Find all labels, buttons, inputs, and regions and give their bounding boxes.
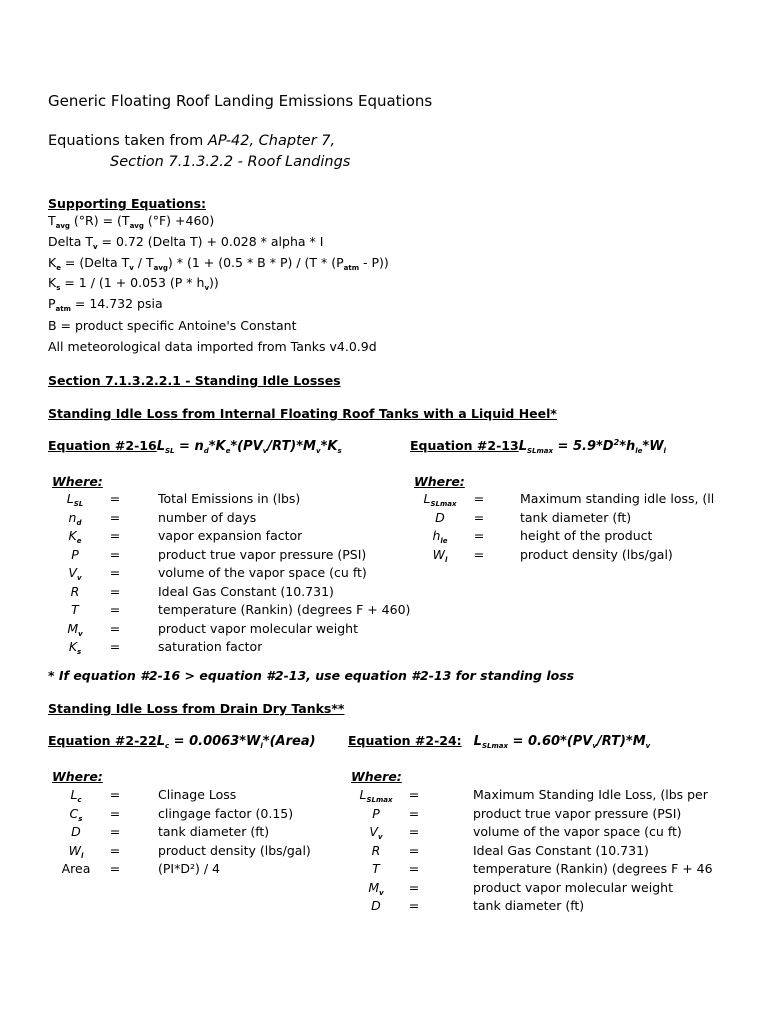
variable-symbol (50, 602, 100, 617)
equals-sign: = (109, 565, 121, 580)
variable-subscript: v (377, 833, 383, 841)
tavg-sub2: avg (129, 222, 144, 230)
variable-description: vapor expansion factor (158, 528, 303, 543)
ifr-heading: Standing Idle Loss from Internal Floating Roof Tanks with a Liquid Heel* (48, 406, 557, 421)
tavg-sub1: avg (55, 222, 70, 230)
variable-subscript: s (78, 814, 83, 823)
source-line (48, 133, 335, 149)
source-ref: AP-42, Chapter 7, (207, 133, 336, 149)
patm-b: = 14.732 psia (70, 296, 163, 311)
eq222-p1: = 0.0063*W (169, 734, 261, 749)
variable-symbol (50, 584, 100, 599)
eq224-p1: = 0.60*(PV (508, 734, 593, 749)
equals-sign: = (109, 509, 121, 525)
patm-a: P (48, 296, 56, 311)
variable-symbol (351, 843, 401, 858)
variable-letter: D (71, 824, 81, 839)
ke-s3: avg (153, 264, 168, 272)
variable-description: product density (lbs/gal) (158, 842, 311, 858)
variable-description: product true vapor pressure (PSI) (158, 546, 367, 562)
variable-description: product vapor molecular weight (158, 620, 358, 636)
variable-letter: P (372, 805, 380, 821)
eq216-lhs: L (156, 439, 165, 454)
variable-letter: R (70, 583, 80, 599)
patm-s1: atm (55, 305, 71, 313)
eq213-lhs-sub: SLmax (526, 447, 554, 455)
equals-sign: = (109, 620, 121, 636)
variable-letter: T (71, 602, 79, 617)
where-label-213: Where: (414, 474, 465, 489)
eq216-s2: e (225, 447, 231, 455)
equals-sign: = (109, 602, 121, 617)
equation-2-24 (348, 733, 650, 749)
equals-sign: = (109, 639, 121, 654)
eq213-formula (519, 439, 666, 454)
variable-letter: V (369, 824, 378, 839)
eq213-sup: 2 (613, 438, 620, 447)
ke-s1: e (56, 264, 61, 272)
equals-sign: = (109, 842, 121, 858)
variable-subscript: v (379, 888, 384, 897)
variable-symbol (51, 806, 101, 821)
equation-2-16 (48, 438, 342, 454)
eq216-p2: *K (208, 439, 226, 454)
ke-a: K (48, 255, 57, 270)
variable-subscript: SLmax (430, 500, 457, 508)
equals-sign: = (473, 491, 485, 506)
variable-symbol (50, 639, 100, 654)
ks-s2: v (204, 284, 210, 292)
variable-symbol (50, 565, 100, 580)
where-label-224: Where: (351, 769, 402, 784)
ks-s1: s (56, 284, 61, 292)
equals-sign: = (408, 805, 420, 821)
variable-subscript: l (444, 555, 448, 564)
eq216-s3: v (262, 447, 268, 455)
variable-description: Clinage Loss (158, 787, 237, 802)
ke-e: - P)) (359, 255, 389, 270)
antoine-line: B = product specific Antoine's Constant (48, 318, 297, 333)
variable-symbol (415, 547, 465, 562)
variable-subscript: v (76, 574, 82, 582)
variable-letter: K (68, 528, 77, 543)
eq222-p2: *(Area) (262, 734, 316, 749)
eq224-formula (474, 734, 651, 749)
variable-letter: n (68, 509, 77, 525)
equals-sign: = (109, 787, 121, 802)
variable-letter: V (68, 565, 77, 580)
eq213-p3: *W (642, 439, 664, 454)
section-heading: Section 7.1.3.2.2.1 - Standing Idle Losses (48, 373, 341, 388)
ke-b: = (Delta T (60, 255, 130, 270)
variable-symbol (51, 843, 101, 858)
variable-description: volume of the vapor space (cu ft) (473, 824, 682, 839)
dtv-b: = 0.72 (Delta T) + 0.028 * alpha * I (97, 234, 324, 249)
variable-description: temperature (Rankin) (degrees F + 46 (473, 861, 713, 876)
where-label-216: Where: (52, 474, 103, 489)
eq213-s2: le (635, 447, 643, 455)
source-section: Section 7.1.3.2.2 - Roof Landings (110, 154, 351, 170)
equals-sign: = (109, 546, 121, 562)
ks-c: )) (209, 275, 219, 290)
variable-letter: M (368, 879, 380, 895)
tavg-end: (°F) +460) (143, 213, 215, 228)
equals-sign: = (109, 824, 121, 839)
eq222-formula (157, 734, 316, 749)
variable-description: height of the product (520, 528, 653, 543)
ke-s4: atm (343, 264, 360, 272)
eq216-p3: *(PV (230, 439, 263, 454)
eq213-p1: = 5.9*D (553, 439, 614, 454)
ke-d: ) * (1 + (0.5 * B * P) / (T * (P (167, 255, 344, 270)
eq213-s3: l (663, 447, 666, 455)
variable-letter: T (372, 861, 380, 876)
variable-letter: P (71, 546, 79, 562)
eq224-label: Equation #2-24: (348, 733, 462, 748)
equals-sign: = (109, 805, 121, 821)
variable-symbol (50, 528, 100, 543)
variable-symbol (50, 547, 100, 562)
variable-subscript: s (77, 648, 82, 656)
variable-description: product true vapor pressure (PSI) (473, 805, 682, 821)
eq216-p5: *K (320, 439, 338, 454)
eq224-p2: /RT)*M (596, 734, 646, 749)
variable-subscript: SLmax (366, 796, 393, 804)
equals-sign: = (408, 879, 420, 895)
eq216-p1: = n (174, 439, 204, 454)
equals-sign: = (109, 491, 121, 506)
equals-sign: = (408, 898, 420, 913)
variable-symbol (50, 491, 100, 506)
variable-symbol (351, 861, 401, 876)
tavg-equation (48, 213, 214, 228)
standing-loss-note: * If equation #2-16 > equation #2-13, use equation #2-13 for standing loss (48, 668, 575, 683)
patm-equation (48, 296, 163, 311)
equals-sign: = (109, 528, 121, 543)
eq213-lhs: L (518, 439, 527, 454)
variable-letter: L (66, 491, 74, 506)
variable-description: tank diameter (ft) (520, 509, 632, 525)
eq213-p2: *h (619, 439, 636, 454)
eq216-s5: s (337, 447, 342, 455)
eq224-lhs-sub: SLmax (481, 742, 509, 750)
variable-subscript: l (80, 851, 84, 860)
ks-equation (48, 275, 219, 290)
dtv-a: Delta T (48, 234, 93, 249)
variable-subscript: c (77, 796, 82, 804)
variable-symbol (50, 621, 100, 636)
ks-b: = 1 / (1 + 0.053 (P * h (60, 275, 205, 290)
variable-letter: D (371, 898, 381, 913)
variable-subscript: e (76, 537, 82, 545)
variable-symbol (351, 898, 401, 913)
variable-letter: C (69, 805, 79, 821)
variable-description: volume of the vapor space (cu ft) (158, 565, 367, 580)
variable-symbol (415, 528, 465, 543)
equation-2-22 (48, 733, 316, 749)
variable-description: temperature (Rankin) (degrees F + 460) (158, 602, 411, 617)
variable-symbol (50, 510, 100, 525)
ke-equation (48, 255, 389, 270)
eq216-s4: v (315, 447, 321, 455)
variable-description: product vapor molecular weight (473, 879, 673, 895)
variable-letter: L (70, 787, 78, 802)
ks-a: K (48, 275, 57, 290)
eq216-formula (157, 439, 342, 454)
variable-letter: L (423, 491, 431, 506)
variable-description: tank diameter (ft) (158, 824, 270, 839)
eq224-s1: v (592, 742, 597, 750)
variable-description: tank diameter (ft) (473, 898, 585, 913)
eq224-s2: v (645, 742, 651, 750)
eq216-p4: /RT)*M (267, 439, 316, 454)
variable-symbol (351, 880, 401, 895)
variable-symbol (51, 861, 101, 876)
variable-subscript: le (440, 537, 448, 545)
variable-description: clingage factor (0.15) (158, 805, 294, 821)
tavg-mid: (°R) = (T (69, 213, 130, 228)
ke-s2: v (129, 264, 134, 272)
eq213-label: Equation #2-13 (410, 438, 519, 453)
tavg-t: T (48, 213, 56, 228)
ke-c: / T (133, 255, 154, 270)
eq224-lhs: L (473, 734, 482, 749)
variable-description: Ideal Gas Constant (10.731) (158, 583, 334, 599)
variable-letter: L (359, 787, 367, 802)
equals-sign: = (408, 787, 420, 802)
variable-subscript: SL (73, 500, 84, 508)
page-title: Generic Floating Roof Landing Emissions Equations (48, 92, 433, 110)
variable-description: Maximum standing idle loss, (ll (520, 491, 715, 506)
supporting-heading: Supporting Equations: (48, 196, 207, 211)
variable-letter: W (432, 546, 445, 562)
variable-letter: h (432, 528, 441, 543)
variable-letter: W (68, 842, 81, 858)
variable-description: saturation factor (158, 639, 263, 654)
equals-sign: = (473, 528, 485, 543)
eq222-label: Equation #2-22 (48, 733, 157, 748)
variable-letter: D (435, 509, 445, 525)
equals-sign: = (473, 509, 485, 525)
variable-letter: Area (61, 861, 91, 876)
variable-letter: K (68, 639, 78, 654)
variable-symbol (351, 787, 401, 802)
eq216-lhs-sub: SL (164, 447, 175, 455)
eq222-lhs-sub: c (164, 742, 170, 750)
variable-symbol (415, 510, 465, 525)
where-label-222: Where: (52, 769, 103, 784)
drain-dry-heading: Standing Idle Loss from Drain Dry Tanks** (48, 701, 345, 716)
variable-symbol (351, 806, 401, 821)
equals-sign: = (408, 824, 420, 839)
equals-sign: = (408, 842, 420, 858)
equals-sign: = (473, 546, 485, 562)
variable-symbol (51, 787, 101, 802)
met-data-line: All meteorological data imported from Tanks v4.0.9d (48, 339, 377, 354)
variable-subscript: d (76, 518, 82, 527)
variable-letter: R (371, 842, 381, 858)
eq222-lhs: L (156, 734, 165, 749)
equals-sign: = (109, 583, 121, 599)
variable-description: number of days (158, 509, 257, 525)
eq216-label: Equation #2-16 (48, 438, 157, 453)
variable-subscript: v (78, 629, 83, 638)
delta-tv-equation (48, 234, 323, 249)
variable-symbol (351, 824, 401, 839)
eq216-s1: d (203, 447, 209, 455)
dtv-sub: v (92, 243, 98, 251)
equals-sign: = (109, 861, 121, 876)
variable-description: product density (lbs/gal) (520, 546, 673, 562)
variable-symbol (51, 824, 101, 839)
variable-description: Total Emissions in (lbs) (158, 491, 301, 506)
variable-description: Ideal Gas Constant (10.731) (473, 842, 649, 858)
equation-2-13 (410, 438, 666, 454)
variable-description: Maximum Standing Idle Loss, (lbs per (473, 787, 708, 802)
variable-symbol (415, 491, 465, 506)
equals-sign: = (408, 861, 420, 876)
variable-letter: M (67, 620, 79, 636)
eq222-s1: l (260, 742, 263, 750)
variable-description: (PI*D²) / 4 (158, 861, 220, 876)
source-prefix: Equations taken from (48, 133, 208, 149)
